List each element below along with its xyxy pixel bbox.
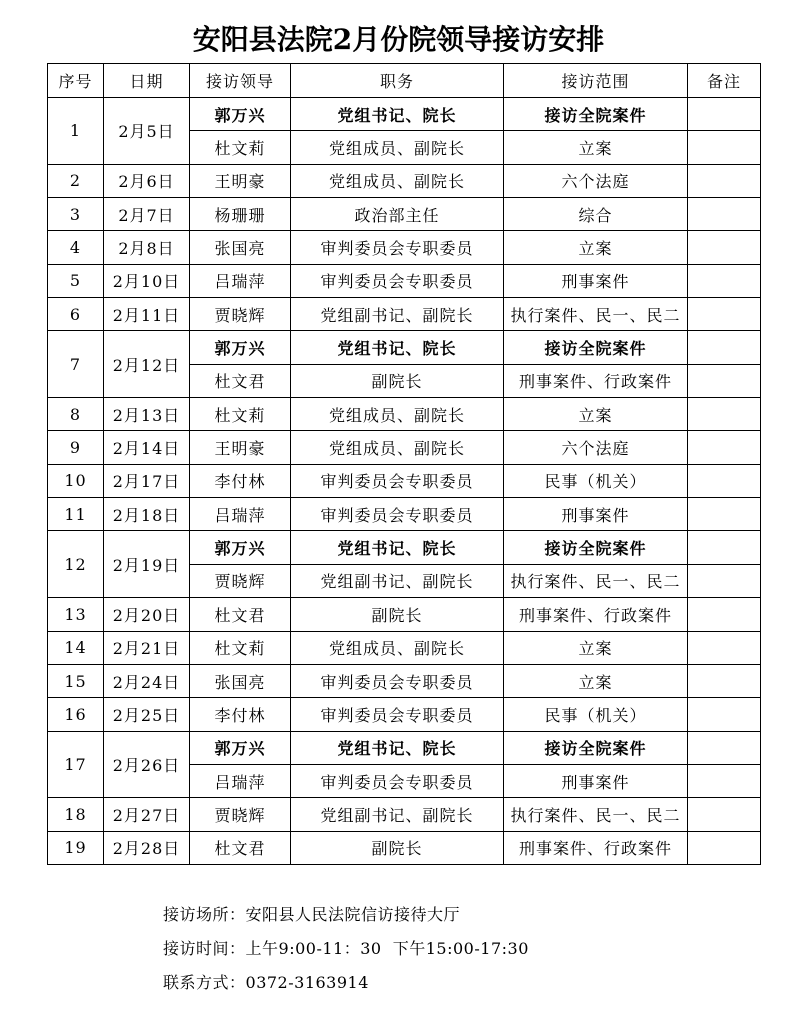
- footer-info: [163, 898, 529, 1000]
- remark-cell: [688, 631, 761, 664]
- row-number-cell: 2: [48, 164, 104, 197]
- scope-cell: 立案: [504, 631, 688, 664]
- contact-label: 联系方式：: [163, 973, 246, 992]
- remark-cell: [688, 831, 761, 864]
- leader-cell: 杜文莉: [190, 131, 291, 164]
- reception-time-value: 上午9:00-11：30 下午15:00-17:30: [245, 939, 529, 958]
- leader-cell: 杜文莉: [190, 631, 291, 664]
- scope-cell: 刑事案件: [504, 764, 688, 797]
- date-cell: 2月13日: [104, 398, 190, 431]
- leader-cell: 贾晓辉: [190, 798, 291, 831]
- table-row: [48, 498, 761, 531]
- leader-cell: 张国亮: [190, 664, 291, 697]
- position-cell: 审判委员会专职委员: [291, 464, 504, 497]
- table-row: [48, 98, 761, 131]
- contact-line: [163, 966, 529, 1000]
- date-cell: 2月25日: [104, 698, 190, 731]
- table-row: [48, 664, 761, 697]
- table-body: [48, 98, 761, 865]
- leader-cell: 杨珊珊: [190, 198, 291, 231]
- scope-cell: 接访全院案件: [504, 331, 688, 364]
- table-row: [48, 231, 761, 264]
- table-row: [48, 431, 761, 464]
- row-number-cell: 17: [48, 731, 104, 798]
- date-cell: 2月10日: [104, 264, 190, 297]
- leader-cell: 贾晓辉: [190, 564, 291, 597]
- scope-cell: 民事（机关）: [504, 464, 688, 497]
- leader-cell: 杜文君: [190, 598, 291, 631]
- leader-cell: 杜文莉: [190, 398, 291, 431]
- date-cell: 2月26日: [104, 731, 190, 798]
- row-number-cell: 19: [48, 831, 104, 864]
- scope-cell: 立案: [504, 664, 688, 697]
- remark-cell: [688, 498, 761, 531]
- leader-cell: 李付林: [190, 698, 291, 731]
- row-number-cell: 11: [48, 498, 104, 531]
- row-number-cell: 16: [48, 698, 104, 731]
- table-header: [48, 64, 761, 98]
- date-cell: 2月27日: [104, 798, 190, 831]
- position-cell: 党组成员、副院长: [291, 398, 504, 431]
- header-remark: 备注: [688, 64, 761, 98]
- leader-cell: 郭万兴: [190, 98, 291, 131]
- remark-cell: [688, 598, 761, 631]
- contact-value: 0372-3163914: [245, 973, 369, 992]
- position-cell: 审判委员会专职委员: [291, 764, 504, 797]
- remark-cell: [688, 331, 761, 364]
- position-cell: 党组成员、副院长: [291, 164, 504, 197]
- row-number-cell: 14: [48, 631, 104, 664]
- row-number-cell: 4: [48, 231, 104, 264]
- date-cell: 2月11日: [104, 298, 190, 331]
- header-number: 序号: [48, 64, 104, 98]
- header-date: 日期: [104, 64, 190, 98]
- date-cell: 2月21日: [104, 631, 190, 664]
- reception-location-value: 安阳县人民法院信访接待大厅: [245, 905, 461, 924]
- scope-cell: 接访全院案件: [504, 731, 688, 764]
- position-cell: 党组书记、院长: [291, 331, 504, 364]
- remark-cell: [688, 198, 761, 231]
- date-cell: 2月7日: [104, 198, 190, 231]
- leader-cell: 吕瑞萍: [190, 264, 291, 297]
- header-position: 职务: [291, 64, 504, 98]
- scope-cell: 立案: [504, 231, 688, 264]
- table-row: [48, 264, 761, 297]
- position-cell: 党组书记、院长: [291, 98, 504, 131]
- row-number-cell: 7: [48, 331, 104, 398]
- position-cell: 党组书记、院长: [291, 731, 504, 764]
- position-cell: 党组副书记、副院长: [291, 564, 504, 597]
- position-cell: 党组成员、副院长: [291, 431, 504, 464]
- header-scope: 接访范围: [504, 64, 688, 98]
- reception-location-line: [163, 898, 529, 932]
- row-number-cell: 9: [48, 431, 104, 464]
- table-row: [48, 531, 761, 564]
- schedule-table: [47, 63, 761, 865]
- remark-cell: [688, 231, 761, 264]
- scope-cell: 刑事案件、行政案件: [504, 364, 688, 397]
- scope-cell: 接访全院案件: [504, 98, 688, 131]
- date-cell: 2月24日: [104, 664, 190, 697]
- position-cell: 副院长: [291, 831, 504, 864]
- leader-cell: 王明豪: [190, 164, 291, 197]
- remark-cell: [688, 764, 761, 797]
- leader-cell: 吕瑞萍: [190, 498, 291, 531]
- table-row: [48, 464, 761, 497]
- scope-cell: 接访全院案件: [504, 531, 688, 564]
- position-cell: 审判委员会专职委员: [291, 664, 504, 697]
- row-number-cell: 6: [48, 298, 104, 331]
- date-cell: 2月8日: [104, 231, 190, 264]
- remark-cell: [688, 431, 761, 464]
- date-cell: 2月12日: [104, 331, 190, 398]
- reception-time-label: 接访时间：: [163, 939, 246, 958]
- position-cell: 审判委员会专职委员: [291, 698, 504, 731]
- table-row: [48, 331, 761, 364]
- document-title: 安阳县法院2月份院领导接访安排: [192, 23, 605, 56]
- table-row: [48, 398, 761, 431]
- position-cell: 党组书记、院长: [291, 531, 504, 564]
- remark-cell: [688, 398, 761, 431]
- date-cell: 2月6日: [104, 164, 190, 197]
- date-cell: 2月14日: [104, 431, 190, 464]
- position-cell: 审判委员会专职委员: [291, 231, 504, 264]
- scope-cell: 综合: [504, 198, 688, 231]
- table-row: [48, 631, 761, 664]
- remark-cell: [688, 698, 761, 731]
- remark-cell: [688, 664, 761, 697]
- row-number-cell: 15: [48, 664, 104, 697]
- remark-cell: [688, 298, 761, 331]
- position-cell: 副院长: [291, 364, 504, 397]
- remark-cell: [688, 364, 761, 397]
- date-cell: 2月20日: [104, 598, 190, 631]
- remark-cell: [688, 798, 761, 831]
- scope-cell: 六个法庭: [504, 164, 688, 197]
- row-number-cell: 8: [48, 398, 104, 431]
- scope-cell: 执行案件、民一、民二: [504, 798, 688, 831]
- scope-cell: 六个法庭: [504, 431, 688, 464]
- position-cell: 政治部主任: [291, 198, 504, 231]
- scope-cell: 刑事案件、行政案件: [504, 831, 688, 864]
- leader-cell: 杜文君: [190, 364, 291, 397]
- reception-time-line: [163, 932, 529, 966]
- row-number-cell: 13: [48, 598, 104, 631]
- remark-cell: [688, 98, 761, 131]
- date-cell: 2月19日: [104, 531, 190, 598]
- position-cell: 副院长: [291, 598, 504, 631]
- position-cell: 党组成员、副院长: [291, 631, 504, 664]
- scope-cell: 民事（机关）: [504, 698, 688, 731]
- date-cell: 2月5日: [104, 98, 190, 165]
- header-leader: 接访领导: [190, 64, 291, 98]
- leader-cell: 贾晓辉: [190, 298, 291, 331]
- scope-cell: 刑事案件: [504, 264, 688, 297]
- table-row: [48, 831, 761, 864]
- reception-location-label: 接访场所：: [163, 905, 246, 924]
- leader-cell: 杜文君: [190, 831, 291, 864]
- position-cell: 审判委员会专职委员: [291, 264, 504, 297]
- position-cell: 党组成员、副院长: [291, 131, 504, 164]
- scope-cell: 执行案件、民一、民二: [504, 298, 688, 331]
- table-row: [48, 598, 761, 631]
- remark-cell: [688, 731, 761, 764]
- table-row: [48, 798, 761, 831]
- position-cell: 党组副书记、副院长: [291, 798, 504, 831]
- remark-cell: [688, 264, 761, 297]
- date-cell: 2月17日: [104, 464, 190, 497]
- leader-cell: 吕瑞萍: [190, 764, 291, 797]
- date-cell: 2月28日: [104, 831, 190, 864]
- remark-cell: [688, 564, 761, 597]
- date-cell: 2月18日: [104, 498, 190, 531]
- leader-cell: 郭万兴: [190, 531, 291, 564]
- leader-cell: 李付林: [190, 464, 291, 497]
- leader-cell: 王明豪: [190, 431, 291, 464]
- position-cell: 党组副书记、副院长: [291, 298, 504, 331]
- leader-cell: 郭万兴: [190, 731, 291, 764]
- scope-cell: 执行案件、民一、民二: [504, 564, 688, 597]
- table-row: [48, 298, 761, 331]
- row-number-cell: 3: [48, 198, 104, 231]
- remark-cell: [688, 164, 761, 197]
- leader-cell: 张国亮: [190, 231, 291, 264]
- scope-cell: 立案: [504, 398, 688, 431]
- table-row: [48, 731, 761, 764]
- scope-cell: 刑事案件、行政案件: [504, 598, 688, 631]
- header-row: [48, 64, 761, 98]
- table-row: [48, 198, 761, 231]
- table-row: [48, 164, 761, 197]
- position-cell: 审判委员会专职委员: [291, 498, 504, 531]
- row-number-cell: 10: [48, 464, 104, 497]
- scope-cell: 立案: [504, 131, 688, 164]
- row-number-cell: 1: [48, 98, 104, 165]
- leader-cell: 郭万兴: [190, 331, 291, 364]
- row-number-cell: 12: [48, 531, 104, 598]
- row-number-cell: 5: [48, 264, 104, 297]
- scope-cell: 刑事案件: [504, 498, 688, 531]
- remark-cell: [688, 464, 761, 497]
- remark-cell: [688, 531, 761, 564]
- table-row: [48, 698, 761, 731]
- remark-cell: [688, 131, 761, 164]
- row-number-cell: 18: [48, 798, 104, 831]
